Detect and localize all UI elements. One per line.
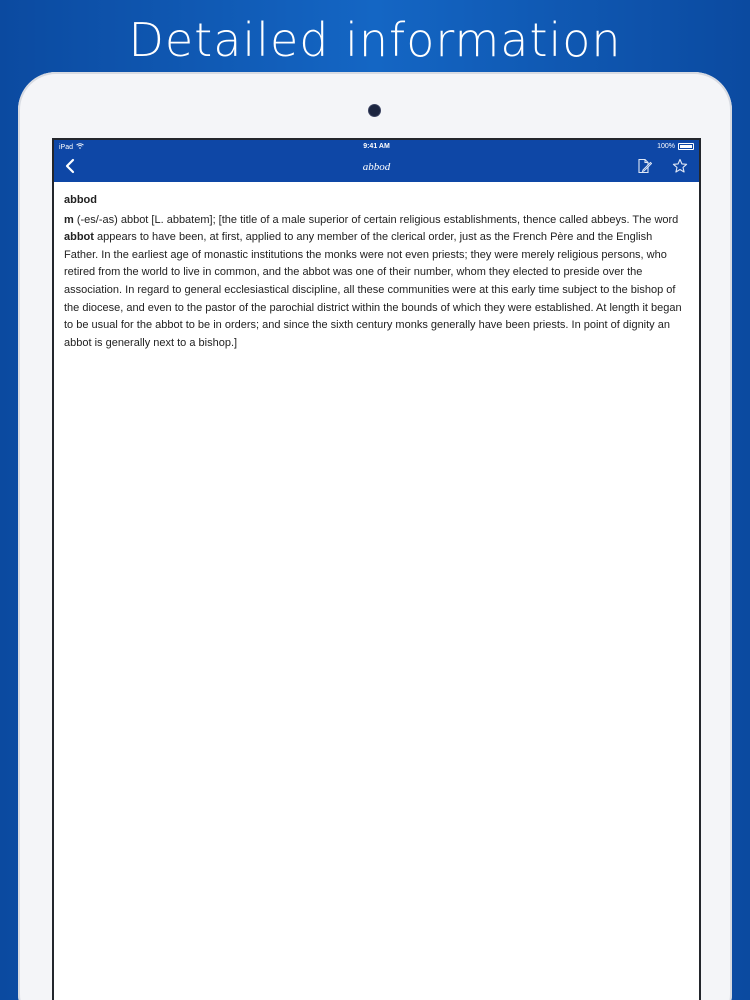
battery-percent: 100%: [657, 143, 675, 150]
part-of-speech: m: [64, 213, 74, 226]
edit-note-icon: [636, 158, 652, 179]
star-icon: [672, 158, 688, 179]
status-right: [657, 143, 694, 150]
front-camera: [369, 105, 380, 116]
battery-icon: [678, 143, 694, 150]
device-label: iPad: [59, 143, 74, 151]
definition-text-end: appears to have been, at first, applied to any member of the clerical order, just as the French Père and the English Father. In the earliest age of monastic institutions the monks were not even priests; they were merely religious persons, who retired from the world to live in common, and the abbot was one of their number, whom they elected to preside over the association. In regard to general ecclesiastical discipline, all these communities were at this early time subject to the bishop of the diocese, and even to the pastor of the parochial district within the bounds of which they were established. At length it began to be usual for the abbot to be in orders; and since the sixth century monks generally have been priests. In point of dignity an abbot is generally next to a bishop.]: [64, 231, 682, 349]
nav-actions: [635, 159, 689, 177]
banner-title: Detailed information: [128, 13, 622, 67]
note-button[interactable]: [635, 159, 653, 177]
navigation-bar: [54, 154, 699, 182]
entry-definition: [64, 212, 689, 353]
entry-content: [54, 182, 699, 362]
definition-text-start: (-es/-as) abbot [L. abbatem]; [the title of a male superior of certain religious establishments, thence called abbeys. The word: [73, 213, 679, 226]
status-bar: [54, 140, 699, 154]
app-screen: [52, 138, 701, 1000]
definition-bold-word: abbot: [64, 231, 94, 244]
nav-title: abbod: [362, 161, 391, 173]
favorite-button[interactable]: [671, 159, 689, 177]
ipad-frame: [18, 72, 732, 1000]
entry-headword: abbod: [64, 194, 97, 206]
status-time: 9:41 AM: [363, 143, 390, 150]
